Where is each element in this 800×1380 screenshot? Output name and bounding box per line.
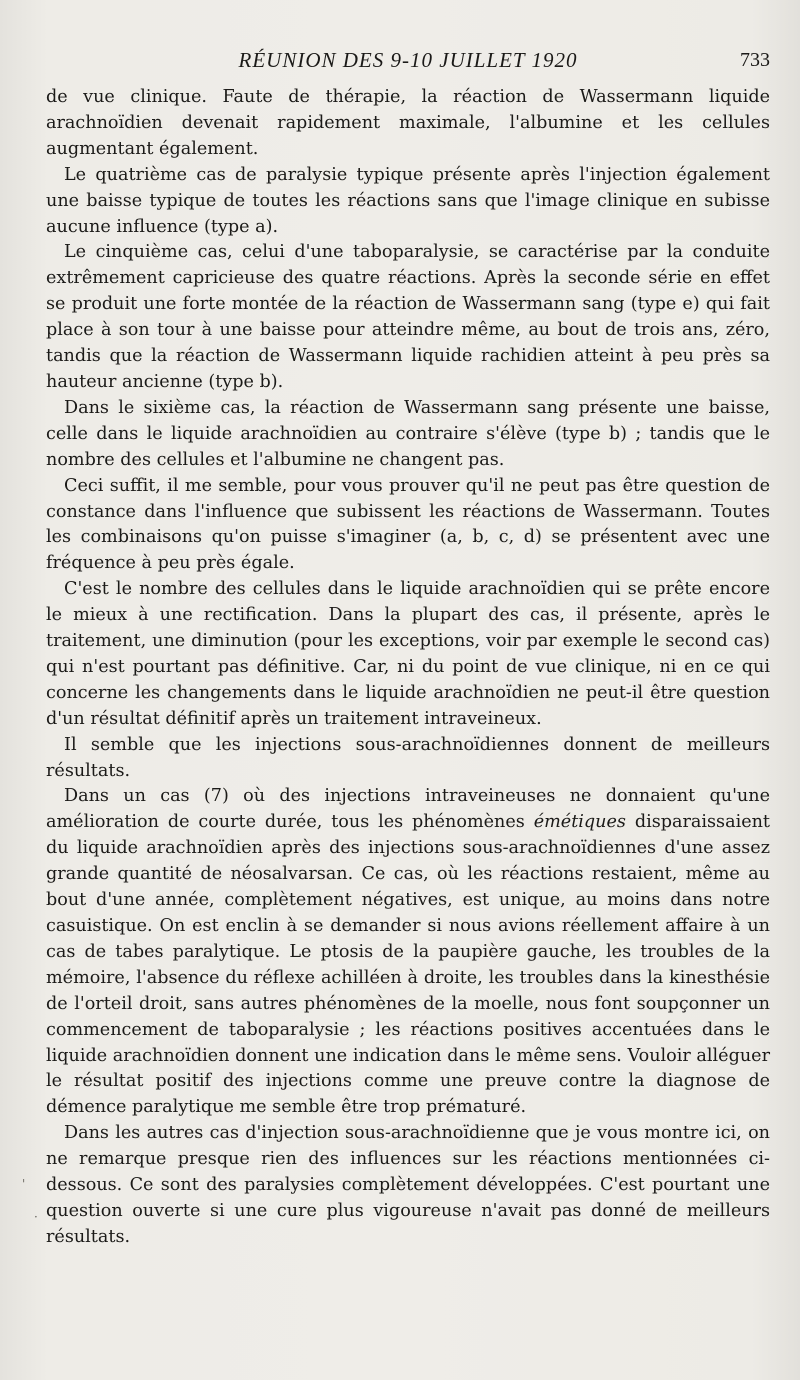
paragraph-other-cases: Dans les autres cas d'injection sous-arachnoïdienne que je vous montre ici, on ne remarque presque rien des influences sur les réactions mentionnées ci-dessous. Ce sont des paralysies complètement développées. C'est pourtant une question ouverte si une cure plus vigoureuse n'avait pas donné de meilleurs résultats. — [46, 1123, 770, 1247]
running-header — [46, 46, 770, 74]
margin-dot-mark-2: · — [34, 1210, 38, 1224]
paragraph-fifth-case: Le cinquième cas, celui d'une taboparalysie, se caractérise par la conduite extrêmement capricieuse des quatre réactions. Après la seconde série en effet se produit une forte montée de la réaction de Wassermann sang (type e) qui fait place à son tour à une baisse pour atteindre même, au bout de trois ans, zéro, tandis que la réaction de Wassermann liquide rachidien atteint à peu près sa hauteur ancienne (type b). — [46, 242, 770, 392]
paragraph-sixth-case: Dans le sixième cas, la réaction de Wassermann sang présente une baisse, celle dans le liquide arachnoïdien au contraire s'élève (type b) ; tandis que le nombre des cellules et l'albumine ne changent pas. — [46, 397, 770, 470]
running-title: RÉUNION DES 9-10 JUILLET 1920 — [238, 48, 578, 72]
case-seven-text-end: disparaissaient du liquide arachnoïdien après des injections sous-arachnoïdiennes d'une assez grande quantité de néosalvarsan. Ce cas, où les réactions restaient, même au bout d'une année, complètement négatives, est unique, au moins dans notre casuistique. On est enclin à se demander si nous avions réellement affaire à un cas de tabes paralytique. Le ptosis de la paupière gauche, les troubles de la mémoire, l'absence du réflexe achilléen à droite, les troubles dans la kinesthésie de l'orteil droit, sans autres phénomènes de la moelle, nous font soupçonner un commencement de taboparalysie ; les réactions positives accentuées dans le liquide arachnoïdien donnent une indication dans le même sens. Vouloir alléguer le résultat positif des injections comme une preuve contre la diagnose de démence paralytique me semble être trop prématuré. — [46, 812, 771, 1118]
paragraph-continuation: de vue clinique. Faute de thérapie, la réaction de Wassermann liquide arachnoïdien devenait rapidement maximale, l'albumine et les cellules augmentant également. — [46, 87, 770, 159]
case-seven-text-start: Dans un cas (7) où des injections intraveineuses ne donnaient qu'une amélioration de courte durée, tous les phénomènes — [46, 786, 770, 833]
body-text — [46, 85, 770, 1251]
margin-dot-mark: ' — [22, 1177, 26, 1191]
paragraph-sub-arachnoid: Il semble que les injections sous-arachnoïdiennes donnent de meilleurs résultats. — [46, 734, 770, 781]
paragraph-case-seven — [46, 784, 770, 1121]
paragraph-constance: Ceci suffit, il me semble, pour vous prouver qu'il ne peut pas être question de constance dans l'influence que subissent les réactions de Wassermann. Toutes les combinaisons qu'on puisse s'imaginer (a, b, c, d) se présentent avec une fréquence à peu près égale. — [46, 475, 770, 574]
page-number: 733 — [740, 49, 770, 71]
paragraph-fourth-case: Le quatrième cas de paralysie typique présente après l'injection également une baisse typique de toutes les réactions sans que l'image clinique en subisse aucune influence (type a). — [46, 164, 770, 237]
emphasis-emetiques: émétiques — [533, 812, 626, 833]
paragraph-cell-count: C'est le nombre des cellules dans le liquide arachnoïdien qui se prête encore le mieux à une rectification. Dans la plupart des cas, il présente, après le traitement, une diminution (pour les exceptions, voir par exemple le second cas) qui n'est pourtant pas définitive. Car, ni du point de vue clinique, ni en ce qui concerne les changements dans le liquide arachnoïdien ne peut-il être question d'un résultat définitif après un traitement intraveineux. — [46, 579, 770, 729]
